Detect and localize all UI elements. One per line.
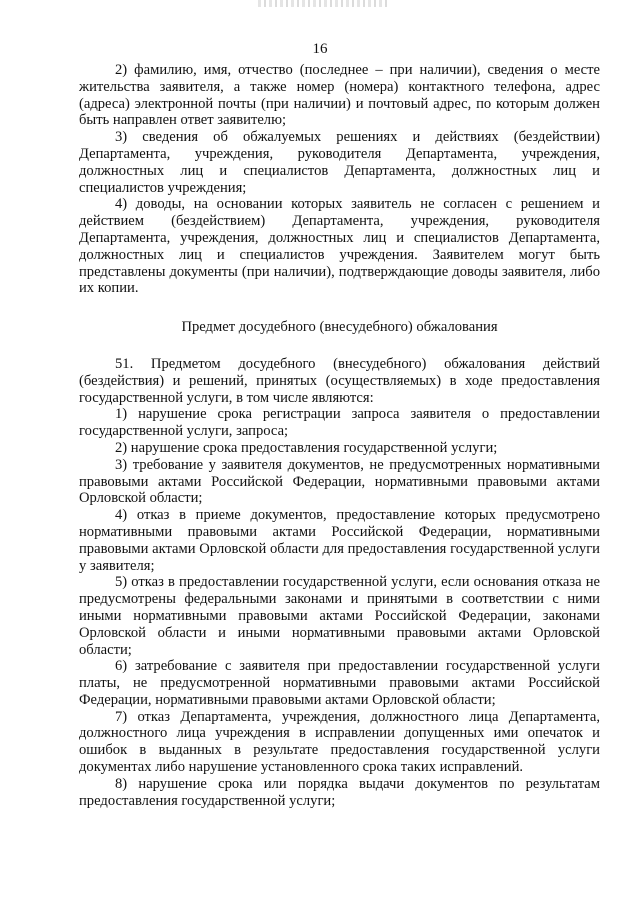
paragraph-item-5: 5) отказ в предоставлении государственной услуги, если основания отказа не предусмотрены федеральными законами и принятыми в соответствии с ними иными нормативными правовыми актами Российской Федерации, законами Орловской области и иными нормативными правовыми актами Орловской области; bbox=[79, 574, 600, 658]
document-body bbox=[79, 62, 600, 809]
paragraph-arguments: 4) доводы, на основании которых заявитель не согласен с решением и действием (бездействием) Департамента, учреждения, руководителя Департамента, учреждения, должностных лиц и специалистов Департамента, должностных лиц и специалистов учреждения. Заявителем могут быть представлены документы (при наличии), подтверждающие доводы заявителя, либо их копии. bbox=[79, 196, 600, 297]
paragraph-item-7: 7) отказ Департамента, учреждения, должностного лица Департамента, должностного лица учреждения в исправлении допущенных ими опечаток и ошибок в выданных в результате предоставления государственной услуги документах либо нарушение установленного срока таких исправлений. bbox=[79, 708, 600, 776]
scan-artifact bbox=[258, 0, 390, 7]
paragraph-applicant-name: 2) фамилию, имя, отчество (последнее – при наличии), сведения о месте жительства заявителя, а также номер (номера) контактного телефона, адрес (адреса) электронной почты (при наличии) и почтовый адрес, по которым должен быть направлен ответ заявителю; bbox=[79, 62, 600, 129]
page-number: 16 bbox=[312, 41, 328, 57]
paragraph-appealed-decisions: 3) сведения об обжалуемых решениях и действиях (бездействии) Департамента, учреждения, руководителя Департамента, учреждения, должностных лиц и специалистов Департамента, должностных лиц и специалистов учреждения; bbox=[79, 129, 600, 196]
paragraph-item-1: 1) нарушение срока регистрации запроса заявителя о предоставлении государственной услуги, запроса; bbox=[79, 406, 600, 440]
paragraph-51: 51. Предметом досудебного (внесудебного) обжалования действий (бездействия) и решений, принятых (осуществляемых) в ходе предоставления государственной услуги, в том числе являются: bbox=[79, 355, 600, 406]
paragraph-item-8: 8) нарушение срока или порядка выдачи документов по результатам предоставления государственной услуги; bbox=[79, 775, 600, 809]
paragraph-item-2: 2) нарушение срока предоставления государственной услуги; bbox=[115, 439, 498, 456]
paragraph-item-3: 3) требование у заявителя документов, не предусмотренных нормативными правовыми актами Российской Федерации, нормативными правовыми актами Орловской области; bbox=[79, 456, 600, 507]
paragraph-item-4: 4) отказ в приеме документов, предоставление которых предусмотрено нормативными правовыми актами Российской Федерации, нормативными правовыми актами Орловской области для предоставления государственной услуги у заявителя; bbox=[79, 507, 600, 574]
paragraph-item-6: 6) затребование с заявителя при предоставлении государственной услуги платы, не предусмотренной нормативными правовыми актами Российской Федерации, нормативными правовыми актами Орловской области; bbox=[79, 658, 600, 708]
section-heading: Предмет досудебного (внесудебного) обжалования bbox=[181, 319, 498, 336]
